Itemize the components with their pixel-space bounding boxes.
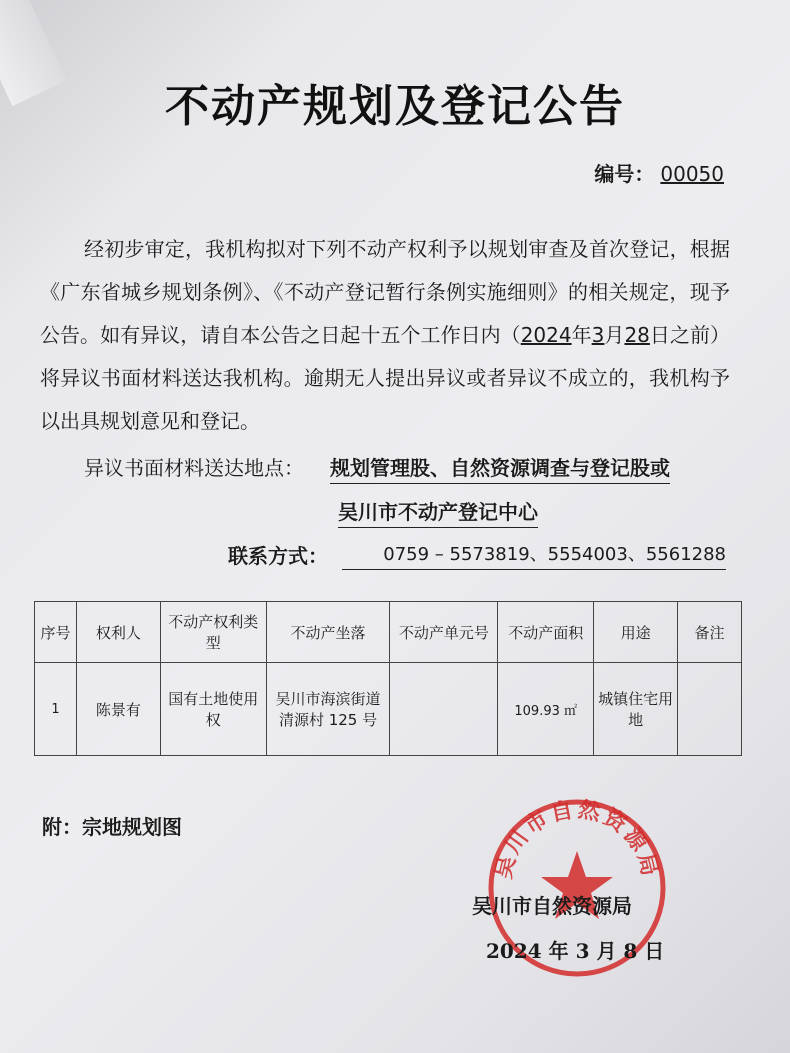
year-char: 年	[571, 323, 592, 347]
cell-unit-number	[390, 663, 498, 756]
header-unit-number: 不动产单元号	[390, 602, 498, 663]
body-text-part1: 经初步审定，我机构拟对下列不动产权利予以规划审查及首次登记，根据《广东省城乡规划条例》、《不动产登记暂行条例实施细则》的相关规定，现予公告。如有异议，请自本公告之日起十五个工作日内（	[40, 237, 730, 347]
deadline-year: 2024	[520, 323, 572, 347]
deadline-month: 3	[591, 323, 605, 347]
issue-date: 2024 年 3 月 8 日	[486, 939, 665, 963]
month-char: 月	[604, 323, 625, 347]
address-label: 异议书面材料送达地点：	[84, 456, 304, 480]
property-table	[34, 601, 742, 756]
cell-area: 109.93 ㎡	[498, 663, 594, 756]
document-number	[594, 158, 724, 187]
header-right-type: 不动产权利类型	[160, 602, 266, 663]
header-owner: 权利人	[76, 602, 160, 663]
address-line-2: 吴川市不动产登记中心	[338, 496, 538, 528]
table-header-row	[35, 602, 742, 663]
issuing-organization: 吴川市自然资源局	[472, 894, 632, 918]
page-title: 不动产规划及登记公告	[165, 81, 625, 132]
seal-text: 吴川市自然资源局	[491, 797, 663, 882]
table-row	[35, 663, 742, 756]
cell-remarks	[678, 663, 742, 756]
header-location: 不动产坐落	[266, 602, 390, 663]
header-remarks: 备注	[678, 602, 742, 663]
notice-body	[40, 228, 730, 443]
header-usage: 用途	[594, 602, 678, 663]
cell-right-type: 国有土地使用权	[160, 663, 266, 756]
deadline-day: 28	[624, 323, 650, 347]
cell-location: 吴川市海滨街道清源村 125 号	[266, 663, 390, 756]
cell-usage: 城镇住宅用地	[594, 663, 678, 756]
document-number-value: 00050	[660, 162, 724, 186]
contact-label: 联系方式：	[228, 544, 328, 568]
attachment-note: 附：宗地规划图	[42, 815, 182, 839]
contact-phone: 0759 – 5573819、5554003、5561288	[342, 540, 726, 570]
address-line-1: 规划管理股、自然资源调查与登记股或	[330, 452, 670, 484]
header-area: 不动产面积	[498, 602, 594, 663]
body-text-part2: 日之前）将异议书面材料送达我机构。逾期无人提出异议或者异议不成立的，我机构予以出具规划意见和登记。	[40, 323, 731, 433]
document-number-label: 编号：	[594, 162, 655, 186]
header-index: 序号	[35, 602, 77, 663]
cell-owner: 陈景有	[76, 663, 160, 756]
cell-index: 1	[35, 663, 77, 756]
